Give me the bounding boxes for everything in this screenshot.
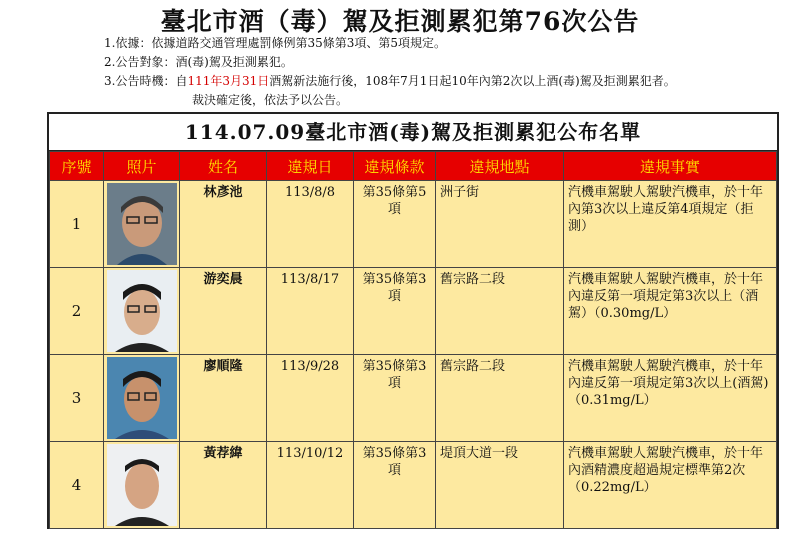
note-basis: 1.依據：依據道路交通管理處罰條例第35條第3項、第5項規定。	[104, 36, 446, 50]
table-row	[50, 268, 777, 355]
header-date: 違規日	[267, 152, 354, 181]
header-place: 違規地點	[436, 152, 564, 181]
row-place: 舊宗路二段	[436, 268, 564, 355]
row-photo	[104, 355, 180, 442]
table-row	[50, 442, 777, 529]
row-fact: 汽機車駕駛人駕駛汽機車，於十年內第3次以上違反第4項規定（拒測）	[564, 181, 777, 268]
row-law: 第35條第3項	[354, 355, 436, 442]
row-name: 游奕晨	[180, 268, 267, 355]
note-target: 2.公告對象：酒(毒)駕及拒測累犯。	[104, 55, 293, 69]
notice-notes	[104, 34, 676, 110]
row-name: 廖順隆	[180, 355, 267, 442]
row-photo	[104, 268, 180, 355]
header-law: 違規條款	[354, 152, 436, 181]
row-law: 第35條第3項	[354, 268, 436, 355]
table-row	[50, 181, 777, 268]
row-place: 舊宗路二段	[436, 355, 564, 442]
row-place: 堤頂大道一段	[436, 442, 564, 529]
table-row	[50, 355, 777, 442]
row-photo	[104, 442, 180, 529]
row-fact: 汽機車駕駛人駕駛汽機車，於十年內違反第一項規定第3次以上(酒駕)（0.31mg/L）	[564, 355, 777, 442]
row-date: 113/10/12	[267, 442, 354, 529]
row-law: 第35條第5項	[354, 181, 436, 268]
mugshot-photo	[107, 444, 177, 526]
row-law: 第35條第3項	[354, 442, 436, 529]
mugshot-photo	[107, 270, 177, 352]
row-date: 113/9/28	[267, 355, 354, 442]
note-timing: 3.公告時機：自111年3月31日酒駕新法施行後，108年7月1日起10年內第2次以上酒(毒)駕及拒測累犯者。	[104, 74, 676, 88]
note-timing-cont: 裁決確定後，依法予以公告。	[192, 93, 349, 107]
row-index: 3	[50, 355, 104, 442]
header-name: 姓名	[180, 152, 267, 181]
row-fact: 汽機車駕駛人駕駛汽機車，於十年內酒精濃度超過規定標準第2次（0.22mg/L）	[564, 442, 777, 529]
row-index: 1	[50, 181, 104, 268]
offender-list	[47, 112, 779, 529]
page-title: 臺北市酒（毒）駕及拒測累犯第76次公告	[160, 7, 640, 36]
offender-table	[49, 151, 777, 529]
table-header-row	[50, 152, 777, 181]
effective-date: 111年3月31日	[187, 74, 270, 88]
header-photo: 照片	[104, 152, 180, 181]
row-name: 黃荐緯	[180, 442, 267, 529]
header-index: 序號	[50, 152, 104, 181]
mugshot-photo	[107, 357, 177, 439]
list-title: 114.07.09臺北市酒(毒)駕及拒測累犯公布名單	[49, 114, 777, 151]
mugshot-photo	[107, 183, 177, 265]
row-date: 113/8/17	[267, 268, 354, 355]
row-index: 2	[50, 268, 104, 355]
row-fact: 汽機車駕駛人駕駛汽機車，於十年內違反第一項規定第3次以上（酒駕）（0.30mg/L）	[564, 268, 777, 355]
row-date: 113/8/8	[267, 181, 354, 268]
row-index: 4	[50, 442, 104, 529]
row-name: 林彥池	[180, 181, 267, 268]
header-fact: 違規事實	[564, 152, 777, 181]
row-photo	[104, 181, 180, 268]
row-place: 洲子街	[436, 181, 564, 268]
